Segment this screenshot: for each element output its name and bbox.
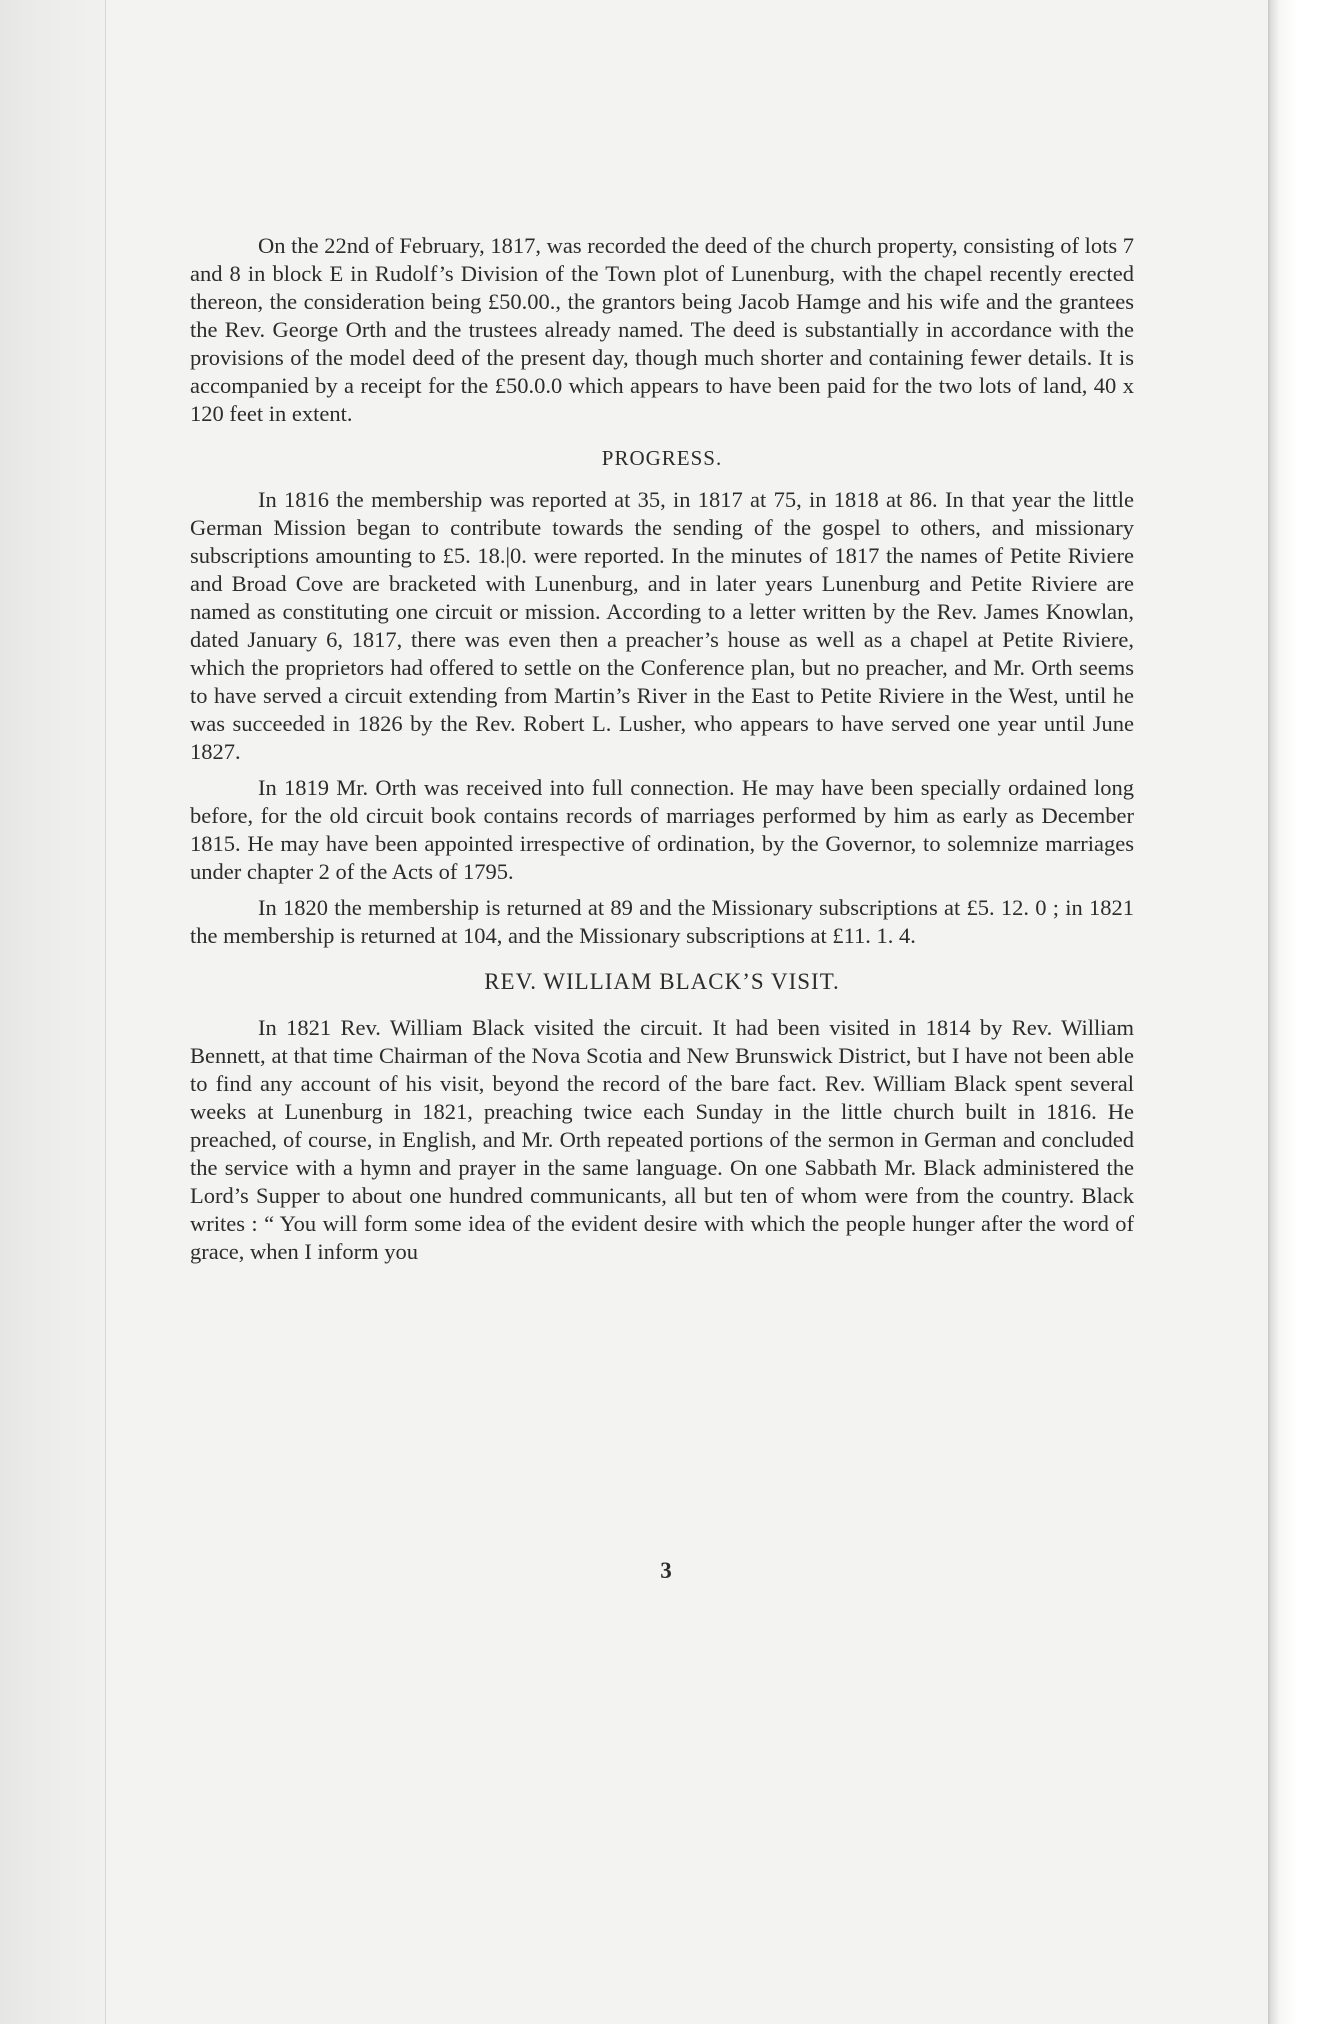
paragraph-membership-1820: In 1820 the membership is returned at 89 and the Missionary subscriptions at £5. 12. 0 ; in 1821 the membership is returned at 104, and the Missionary subscriptions at £11. 1. 4.: [190, 895, 1134, 948]
binding-margin: [0, 0, 106, 2024]
paragraph-black-visit: In 1821 Rev. William Black visited the circuit. It had been visited in 1814 by Rev. William Bennett, at that time Chairman of the Nova Scotia and New Brunswick District, but I have not been able to find any account of his visit, beyond the record of the bare fact. Rev. William Black spent several weeks at Lunenburg in 1821, preaching twice each Sunday in the little church built in 1816. He preached, of course, in English, and Mr. Orth repeated portions of the sermon in German and concluded the service with a hymn and prayer in the same language. On one Sabbath Mr. Black administered the Lord’s Supper to about one hundred communicants, all but ten of whom were from the country. Black writes : “ You will form some idea of the evident desire with which the people hunger after the word of grace, when I inform you: [190, 1015, 1134, 1264]
body-text: [190, 232, 1134, 1274]
heading-progress: PROGRESS.: [601, 446, 723, 470]
paragraph-membership-1816: In 1816 the membership was reported at 35, in 1817 at 75, in 1818 at 86. In that year the little German Mission began to contribute towards the sending of the gospel to others, and missionary subscriptions amounting to £5. 18.|0. were reported. In the minutes of 1817 the names of Petite Riviere and Broad Cove are bracketed with Lunenburg, and in later years Lunenburg and Petite Riviere are named as constituting one circuit or mission. According to a letter written by the Rev. James Knowlan, dated January 6, 1817, there was even then a preacher’s house as well as a chapel at Petite Riviere, which the proprietors had offered to settle on the Conference plan, but no preacher, and Mr. Orth seems to have served a circuit extending from Martin’s River in the East to Petite Riviere in the West, until he was succeeded in 1826 by the Rev. Robert L. Lusher, who appears to have served one year until June 1827.: [190, 487, 1134, 764]
heading-black-visit: REV. WILLIAM BLACK’S VISIT.: [484, 969, 840, 994]
page-number: 3: [660, 1558, 672, 1583]
paragraph-deed: On the 22nd of February, 1817, was recorded the deed of the church property, consisting of lots 7 and 8 in block E in Rudolf’s Division of the Town plot of Lunenburg, with the chapel recently erected thereon, the consideration being £50.00., the grantors being Jacob Hamge and his wife and the grantees the Rev. George Orth and the trustees already named. The deed is substantially in accordance with the provisions of the model deed of the present day, though much shorter and containing fewer details. It is accompanied by a receipt for the £50.0.0 which appears to have been paid for the two lots of land, 40 x 120 feet in extent.: [190, 233, 1134, 426]
page-edge-shadow: [1268, 0, 1320, 2024]
paragraph-full-connection: In 1819 Mr. Orth was received into full connection. He may have been specially ordained long before, for the old circuit book contains records of marriages performed by him as early as December 1815. He may have been appointed irrespective of ordination, by the Governor, to solemnize marriages under chapter 2 of the Acts of 1795.: [190, 775, 1134, 884]
